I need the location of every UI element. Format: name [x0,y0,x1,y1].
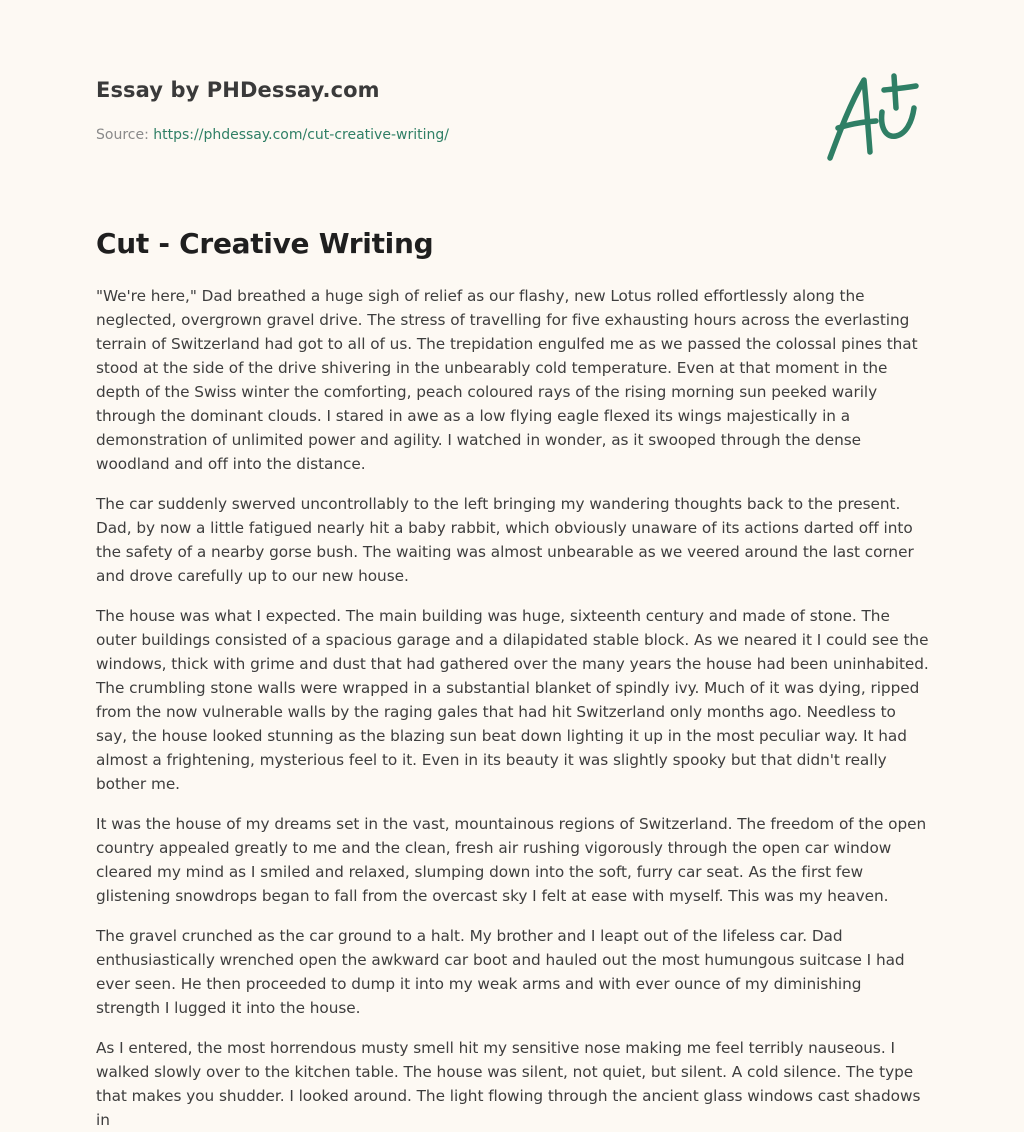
essay-paragraph: "We're here," Dad breathed a huge sigh of relief as our flashy, new Lotus rolled effortlessly along the neglected, overgrown gravel drive. The stress of travelling for five exhausting hours across the everlasting terrain of Switzerland had got to all of us. The trepidation engulfed me as we passed the colossal pines that stood at the side of the drive shivering in the unbearably cold temperature. Even at that moment in the depth of the Swiss winter the comforting, peach coloured rays of the rising morning sun peeked warily through the dominant clouds. I stared in awe as a low flying eagle flexed its wings majestically in a demonstration of unlimited power and agility. I watched in wonder, as it swooped through the dense woodland and off into the distance. [96,287,918,473]
source-label: Source: [96,127,154,143]
essay-paragraph: The house was what I expected. The main building was huge, sixteenth century and made of stone. The outer buildings consisted of a spacious garage and a dilapidated stable block. As we neared it I could see the windows, thick with grime and dust that had gathered over the many years the house had been uninhabited. The crumbling stone walls were wrapped in a substantial blanket of spindly ivy. Much of it was dying, ripped from the now vulnerable walls by the raging gales that had hit Switzerland only months ago. Needless to say, the house looked stunning as the blazing sun beat down lighting it up in the most peculiar way. It had almost a frightening, mysterious feel to it. Even in its beauty it was slightly spooky but that didn't really bother me. [96,607,929,793]
essay-title: Cut - Creative Writing [96,227,434,260]
source-line [96,126,696,144]
essay-paragraph: It was the house of my dreams set in the vast, mountainous regions of Switzerland. The freedom of the open country appealed greatly to me and the clean, fresh air rushing vigorously through the open car window cleared my mind as I smiled and relaxed, slumping down into the soft, furry car seat. As the first few glistening snowdrops began to fall from the overcast sky I felt at ease with myself. This was my heaven. [96,815,927,905]
source-link[interactable]: https://phdessay.com/cut-creative-writing/ [153,127,449,143]
essay-paragraph: The car suddenly swerved uncontrollably to the left bringing my wandering thoughts back to the present. Dad, by now a little fatigued nearly hit a baby rabbit, which obviously unaware of its actions darted off into the safety of a nearby gorse bush. The waiting was almost unbearable as we veered around the last corner and drove carefully up to our new house. [96,495,914,585]
site-title: Essay by PHDessay.com [96,78,380,102]
page-header [96,76,696,144]
essay-paragraph: As I entered, the most horrendous musty smell hit my sensitive nose making me feel terribly nauseous. I walked slowly over to the kitchen table. The house was silent, not quiet, but silent. A cold silence. The type that makes you shudder. I looked around. The light flowing through the ancient glass windows cast shadows in [96,1039,921,1129]
essay-body [96,284,930,1129]
a-plus-grade-icon [820,66,930,166]
essay-paragraph: The gravel crunched as the car ground to a halt. My brother and I leapt out of the lifeless car. Dad enthusiastically wrenched open the awkward car boot and hauled out the most humungous suitcase I had ever seen. He then proceeded to dump it into my weak arms and with ever ounce of my diminishing strength I lugged it into the house. [96,927,905,1017]
